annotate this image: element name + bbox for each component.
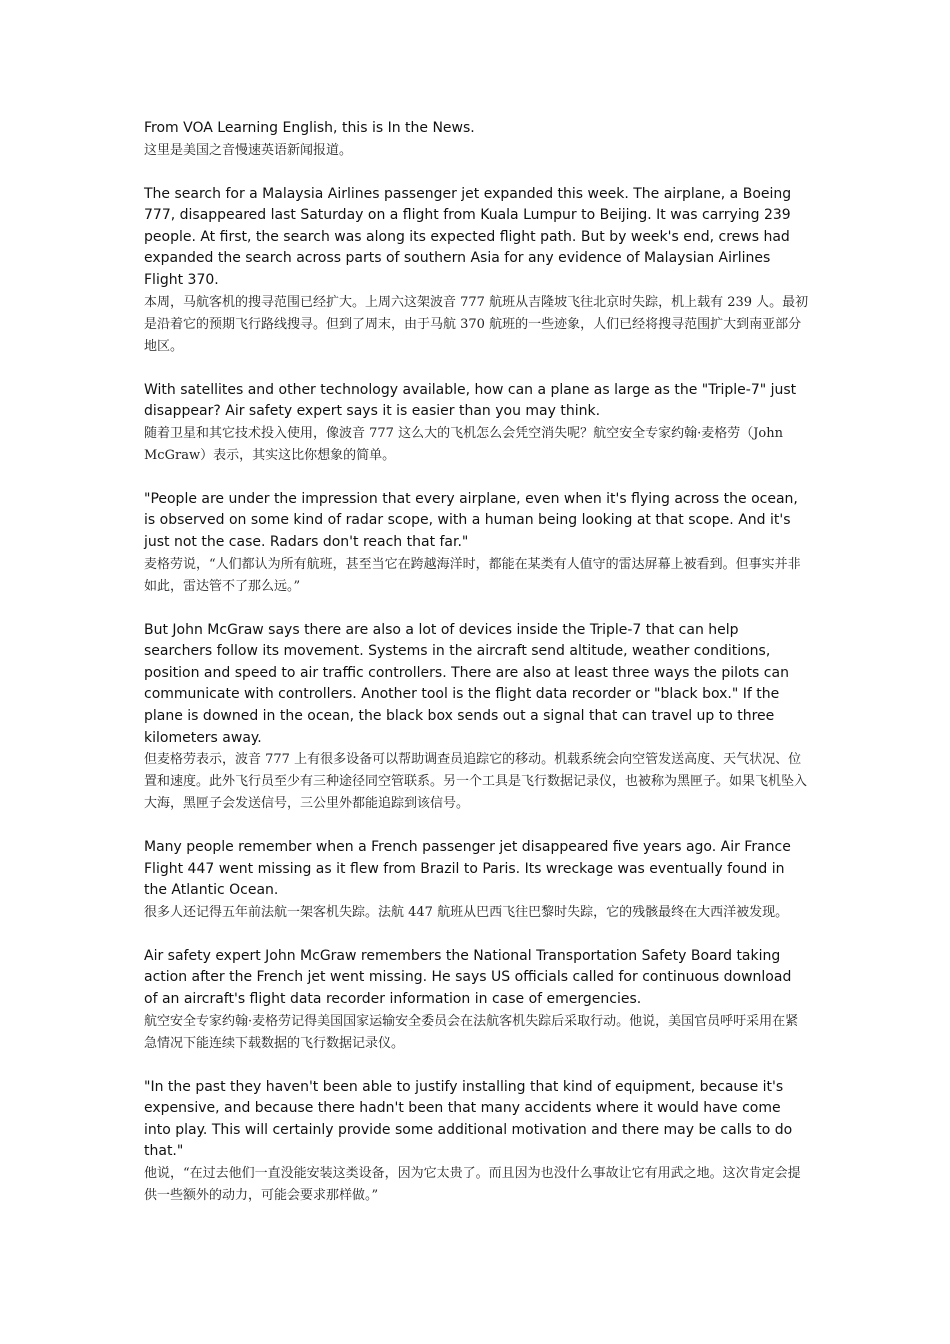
paragraph-pair [144,837,809,924]
paragraph-pair [144,118,809,162]
english-paragraph: Air safety expert John McGraw remembers the National Transportation Safety Board taking action after the French jet went missing. He says US officials called for continuous download of an aircraft's flight data recorder information in case of emergencies. [144,947,792,1008]
chinese-paragraph: 随着卫星和其它技术投入使用，像波音 777 这么大的飞机怎么会凭空消失呢？航空安全专家约翰·麦格劳（John McGraw）表示，其实这比你想象的简单。 [144,425,783,463]
chinese-paragraph: 这里是美国之音慢速英语新闻报道。 [144,142,353,158]
paragraph-pair [144,1077,809,1207]
english-paragraph: Many people remember when a French passenger jet disappeared five years ago. Air France Flight 447 went missing as it flew from Brazil to Paris. Its wreckage was eventually found in the Atlantic Ocean. [144,839,791,899]
paragraph-pair [144,946,809,1055]
english-paragraph: "People are under the impression that every airplane, even when it's flying across the ocean, is observed on some kind of radar scope, with a human being looking at that scope. And it's just not the case. Radars don't reach that far." [144,490,798,550]
english-paragraph: "In the past they haven't been able to justify installing that kind of equipment, because it's expensive, and because there hadn't been that many accidents where it would have come into play. This will certainly provide some additional motivation and there may be calls to do that." [144,1078,793,1160]
chinese-paragraph: 但麦格劳表示，波音 777 上有很多设备可以帮助调查员追踪它的移动。机载系统会向空管发送高度、天气状况、位置和速度。此外飞行员至少有三种途径同空管联系。另一个工具是飞行数据记录仪，也被称为黑匣子。如果飞机坠入大海，黑匣子会发送信号，三公里外都能追踪到该信号。 [144,752,808,812]
paragraph-pair [144,380,809,467]
english-paragraph: From VOA Learning English, this is In the News. [144,120,475,136]
document-page [144,118,809,1229]
chinese-paragraph: 很多人还记得五年前法航一架客机失踪。法航 447 航班从巴西飞往巴黎时失踪，它的残骸最终在大西洋被发现。 [144,904,789,920]
paragraph-pair [144,184,809,358]
chinese-paragraph: 他说，“在过去他们一直没能安装这类设备，因为它太贵了。而且因为也没什么事故让它有用武之地。这次肯定会提供一些额外的动力，可能会要求那样做。” [144,1166,801,1204]
paragraph-pair [144,620,809,816]
english-paragraph: With satellites and other technology available, how can a plane as large as the "Triple-7" just disappear? Air safety expert says it is easier than you may think. [144,381,797,420]
chinese-paragraph: 本周，马航客机的搜寻范围已经扩大。上周六这架波音 777 航班从吉隆坡飞往北京时失踪，机上载有 239 人。最初是沿着它的预期飞行路线搜寻。但到了周末，由于马航 370 航班的一些迹象，人们已经将搜寻范围扩大到南亚部分地区。 [144,294,809,354]
chinese-paragraph: 麦格劳说，“人们都认为所有航班，甚至当它在跨越海洋时，都能在某类有人值守的雷达屏幕上被看到。但事实并非如此，雷达管不了那么远。” [144,556,801,594]
paragraph-pair [144,489,809,598]
english-paragraph: The search for a Malaysia Airlines passenger jet expanded this week. The airplane, a Boeing 777, disappeared last Saturday on a flight from Kuala Lumpur to Beijing. It was carrying 239 people. At first, the search was along its expected flight path. But by week's end, crews had expanded the search across parts of southern Asia for any evidence of Malaysian Airlines Flight 370. [144,185,792,288]
chinese-paragraph: 航空安全专家约翰·麦格劳记得美国国家运输安全委员会在法航客机失踪后采取行动。他说，美国官员呼吁采用在紧急情况下能连续下载数据的飞行数据记录仪。 [144,1013,799,1051]
english-paragraph: But John McGraw says there are also a lot of devices inside the Triple-7 that can help searchers follow its movement. Systems in the aircraft send altitude, weather conditions, position and speed to air traffic controllers. There are also at least three ways the pilots can communicate with controllers. Another tool is the flight data recorder or "black box." If the plane is downed in the ocean, the black box sends out a signal that can travel up to three kilometers away. [144,621,789,746]
